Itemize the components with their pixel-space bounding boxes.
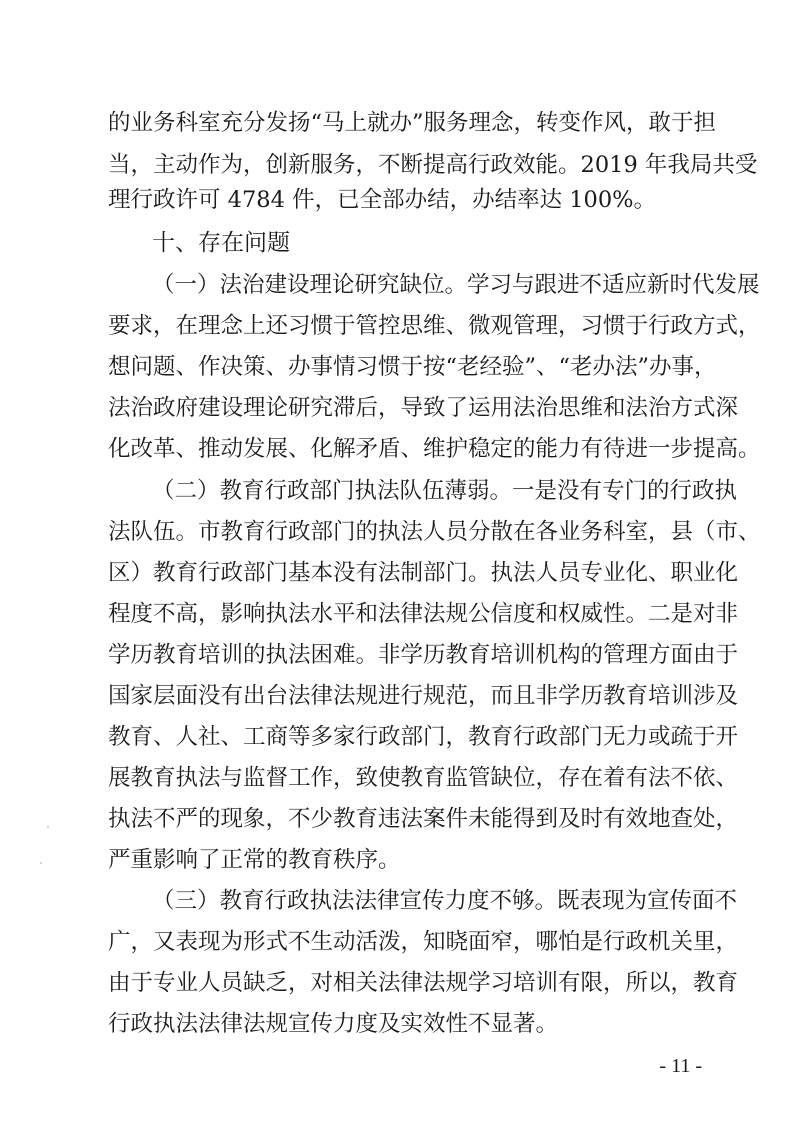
- problem-2-line-3: 区）教育行政部门基本没有法制部门。执法人员专业化、职业化: [108, 560, 739, 586]
- problem-2-line-7: 教育、人社、工商等多家行政部门，教育行政部门无力或疏于开: [108, 724, 739, 750]
- problem-1-line-2: 要求，在理念上还习惯于管控思维、微观管理，习惯于行政方式，: [108, 313, 761, 339]
- scan-speck: [40, 862, 42, 864]
- intro-line-2: 当，主动作为，创新服务，不断提高行政效能。2019 年我局共受: [108, 152, 758, 178]
- problem-3-line-3: 由于专业人员缺乏，对相关法律法规学习培训有限，所以，教育: [108, 970, 739, 996]
- problem-2-line-2: 法队伍。市教育行政部门的执法人员分散在各业务科室，县（市、: [108, 519, 761, 545]
- section-heading: 十、存在问题: [152, 230, 290, 256]
- problem-2-line-10: 严重影响了正常的教育秩序。: [108, 847, 401, 873]
- page-number: - 11 -: [659, 1055, 702, 1077]
- problem-2-line-4: 程度不高，影响执法水平和法律法规公信度和权威性。二是对非: [108, 601, 739, 627]
- problem-3-line-2: 广，又表现为形式不生动活泼，知晓面窄，哪怕是行政机关里，: [108, 929, 739, 955]
- problem-2-line-5: 学历教育培训的执法困难。非学历教育培训机构的管理方面由于: [108, 642, 739, 668]
- problem-1-line-4: 法治政府建设理论研究滞后，导致了运用法治思维和法治方式深: [108, 395, 739, 421]
- problem-2-line-8: 展教育执法与监督工作，致使教育监管缺位，存在着有法不依、: [108, 765, 739, 791]
- problem-1-line-5: 化改革、推动发展、化解矛盾、维护稳定的能力有待进一步提高。: [108, 436, 761, 462]
- problem-2-line-1: （二）教育行政部门执法队伍薄弱。一是没有专门的行政执: [152, 478, 738, 504]
- problem-3-line-4: 行政执法法律法规宣传力度及实效性不显著。: [108, 1011, 559, 1037]
- problem-3-line-1: （三）教育行政执法法律宣传力度不够。既表现为宣传面不: [152, 888, 738, 914]
- problem-1-line-3: 想问题、作决策、办事情习惯于按“老经验”、“老办法”办事，: [108, 354, 717, 380]
- problem-2-line-6: 国家层面没有出台法律法规进行规范，而且非学历教育培训涉及: [108, 683, 739, 709]
- problem-1-line-1: （一）法治建设理论研究缺位。学习与跟进不适应新时代发展: [152, 272, 760, 298]
- scan-speck: [47, 826, 49, 828]
- intro-line-3: 理行政许可 4784 件，已全部办结，办结率达 100%。: [108, 187, 657, 213]
- problem-2-line-9: 执法不严的现象，不少教育违法案件未能得到及时有效地查处，: [108, 806, 739, 832]
- intro-line-1: 的业务科室充分发扬“马上就办”服务理念，转变作风，敢于担: [108, 110, 717, 136]
